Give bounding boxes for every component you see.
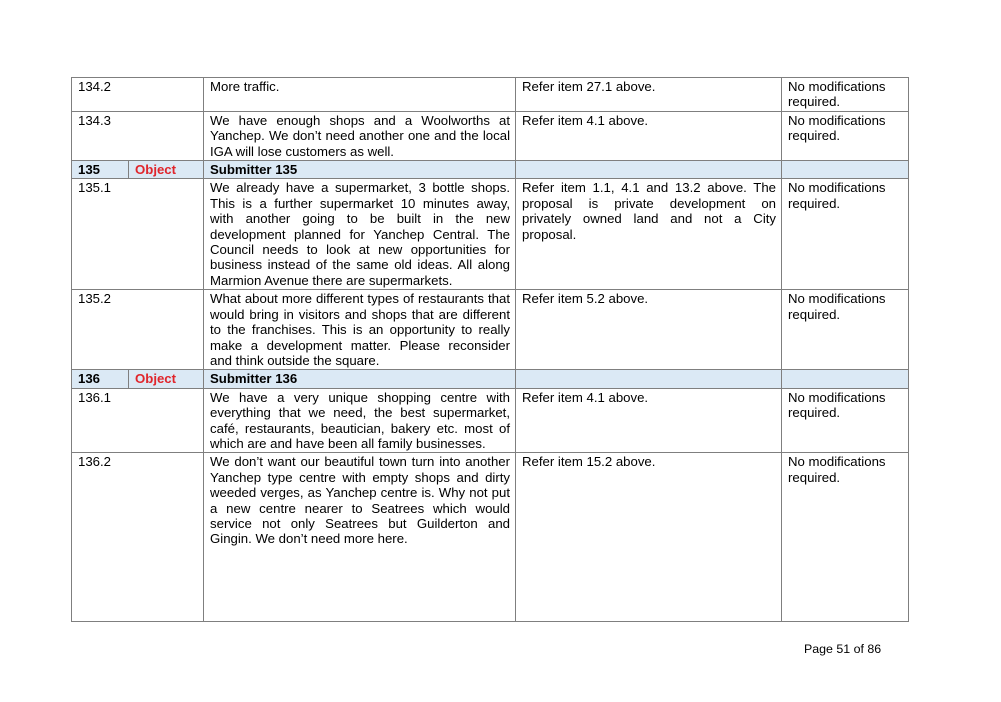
officer-response: Refer item 15.2 above. — [516, 453, 782, 622]
header-empty-cell — [782, 161, 909, 179]
submitter-number: 136 — [72, 370, 129, 388]
page-number: Page 51 of 86 — [804, 642, 882, 656]
header-empty-cell — [516, 161, 782, 179]
table-row — [72, 78, 909, 112]
submission-comment: We don’t want our beautiful town turn into another Yanchep type centre with empty shops and dirty weeded verges, as Yanchep centre is. Why not put a new centre nearer to Seatrees which would service not only Seatrees but Guilderton and Gingin. We don’t need more here. — [204, 453, 516, 622]
modification-note: No modifications required. — [782, 111, 909, 160]
item-number: 134.3 — [72, 111, 204, 160]
table-row — [72, 179, 909, 290]
submission-comment: What about more different types of restaurants that would bring in visitors and shops that are different to the franchises. This is an opportunity to really make a development matter. Please reconsider and think outside the square. — [204, 290, 516, 370]
item-number: 135.2 — [72, 290, 204, 370]
table-row — [72, 111, 909, 160]
submitter-header-row — [72, 370, 909, 388]
officer-response: Refer item 4.1 above. — [516, 388, 782, 453]
item-number: 135.1 — [72, 179, 204, 290]
submitter-title: Submitter 136 — [204, 370, 516, 388]
header-empty-cell — [782, 370, 909, 388]
submission-status: Object — [129, 370, 204, 388]
header-empty-cell — [516, 370, 782, 388]
submission-status: Object — [129, 161, 204, 179]
submitter-header-row — [72, 161, 909, 179]
officer-response: Refer item 4.1 above. — [516, 111, 782, 160]
item-number: 134.2 — [72, 78, 204, 112]
submission-comment: We have enough shops and a Woolworths at Yanchep. We don’t need another one and the local IGA will lose customers as well. — [204, 111, 516, 160]
item-number: 136.1 — [72, 388, 204, 453]
table-row — [72, 453, 909, 622]
officer-response: Refer item 27.1 above. — [516, 78, 782, 112]
modification-note: No modifications required. — [782, 179, 909, 290]
submission-comment: We already have a supermarket, 3 bottle shops. This is a further supermarket 10 minutes away, with another going to be built in the new development planned for Yanchep Central. The Council needs to look at new opportunities for business instead of the same old ideas. All along Marmion Avenue there are supermarkets. — [204, 179, 516, 290]
modification-note: No modifications required. — [782, 453, 909, 622]
submission-comment: We have a very unique shopping centre with everything that we need, the best supermarket, café, restaurants, beautician, bakery etc. most of which are and have been all family businesses. — [204, 388, 516, 453]
submitter-number: 135 — [72, 161, 129, 179]
table-row — [72, 388, 909, 453]
table-row — [72, 290, 909, 370]
submissions-table — [71, 77, 909, 622]
item-number: 136.2 — [72, 453, 204, 622]
modification-note: No modifications required. — [782, 388, 909, 453]
modification-note: No modifications required. — [782, 290, 909, 370]
officer-response: Refer item 5.2 above. — [516, 290, 782, 370]
modification-note: No modifications required. — [782, 78, 909, 112]
officer-response: Refer item 1.1, 4.1 and 13.2 above. The proposal is private development on privately owned land and not a City proposal. — [516, 179, 782, 290]
submitter-title: Submitter 135 — [204, 161, 516, 179]
submission-comment: More traffic. — [204, 78, 516, 112]
